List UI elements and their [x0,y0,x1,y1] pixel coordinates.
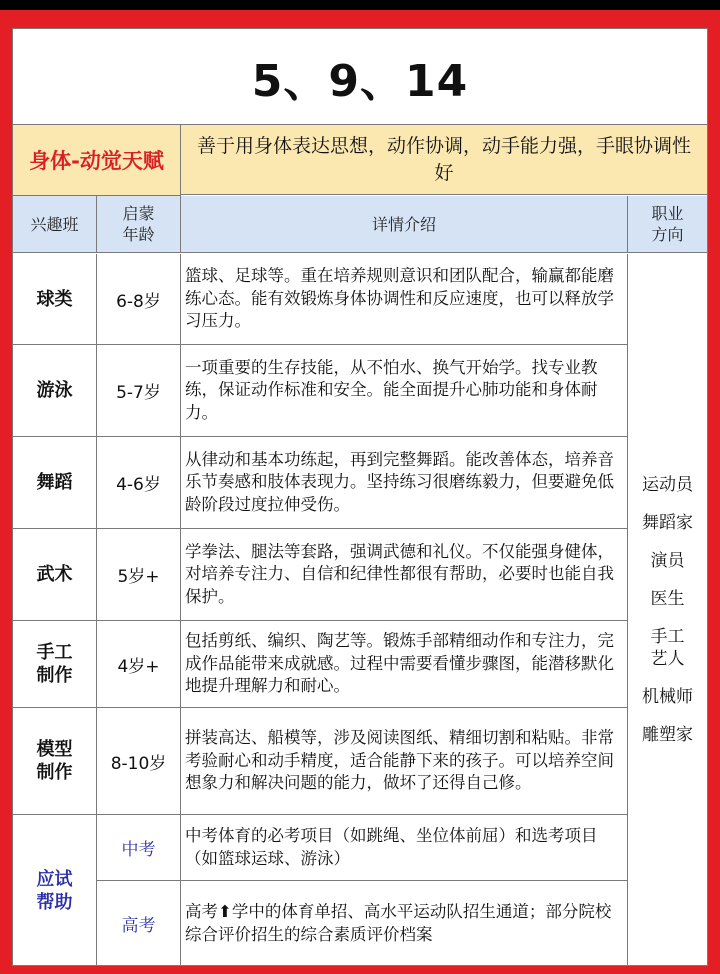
header-age: 启蒙年龄 [97,196,181,253]
talent-label: 身体-动觉天赋 [13,125,181,196]
class-desc-swim: 一项重要的生存技能，从不怕水、换气开始学。找专业教练，保证动作标准和安全。能全面提升心肺功能和身体耐力。 [181,345,628,437]
career-craftsman: 手工艺人 [650,627,685,669]
class-age-ball: 6-8岁 [97,254,181,345]
header-career: 职业方向 [628,196,707,253]
class-name-model: 模型制作 [13,708,97,815]
header-details: 详情介绍 [181,196,628,253]
class-name-dance: 舞蹈 [13,437,97,529]
class-name-martial: 武术 [13,529,97,621]
career-actor: 演员 [650,551,685,571]
career-athlete: 运动员 [642,475,693,495]
career-sculptor: 雕塑家 [642,725,693,745]
class-age-swim: 5-7岁 [97,345,181,437]
class-desc-dance: 从律动和基本功练起，再到完整舞蹈。能改善体态，培养音乐节奏感和肢体表现力。坚持练习很磨练毅力，但要避免低龄阶段过度拉伸受伤。 [181,437,628,529]
talent-description: 善于用身体表达思想，动作协调，动手能力强，手眼协调性好 [181,125,707,195]
class-desc-martial: 学拳法、腿法等套路，强调武德和礼仪。不仅能强身健体，对培养专注力、自信和纪律性都很有帮助，必要时也能自我保护。 [181,529,628,621]
class-desc-ball: 篮球、足球等。重在培养规则意识和团队配合，输赢都能磨练心态。能有效锻炼身体协调性和反应速度，也可以释放学习压力。 [181,254,628,345]
class-age-martial: 5岁+ [97,529,181,621]
class-age-handcraft: 4岁+ [97,621,181,708]
red-frame [0,10,720,974]
class-name-swim: 游泳 [13,345,97,437]
exam-level-gaokao: 高考 [97,881,181,966]
career-mechanic: 机械师 [642,687,693,707]
page-title: 5、9、14 [13,29,707,125]
exam-help-label: 应试帮助 [13,815,97,966]
class-name-ball: 球类 [13,254,97,345]
career-doctor: 医生 [650,589,685,609]
class-age-model: 8-10岁 [97,708,181,815]
header-class: 兴趣班 [13,196,97,253]
class-age-dance: 4-6岁 [97,437,181,529]
class-desc-model: 拼装高达、船模等，涉及阅读图纸、精细切割和粘贴。非常考验耐心和动手精度，适合能静下来的孩子。可以培养空间想象力和解决问题的能力，做坏了还得自己修。 [181,708,628,815]
exam-desc-zhongkao: 中考体育的必考项目（如跳绳、坐位体前屈）和选考项目（如篮球运球、游泳） [181,815,628,881]
class-desc-handcraft: 包括剪纸、编织、陶艺等。锻炼手部精细动作和专注力，完成作品能带来成就感。过程中需要看懂步骤图，能潜移默化地提升理解力和耐心。 [181,621,628,708]
exam-level-zhongkao: 中考 [97,815,181,881]
talent-table [12,28,708,966]
class-name-handcraft: 手工制作 [13,621,97,708]
career-dancer: 舞蹈家 [642,513,693,533]
exam-desc-gaokao: 高考⬆学中的体育单招、高水平运动队招生通道；部分院校综合评价招生的综合素质评价档案 [181,881,628,966]
career-list [628,254,707,966]
